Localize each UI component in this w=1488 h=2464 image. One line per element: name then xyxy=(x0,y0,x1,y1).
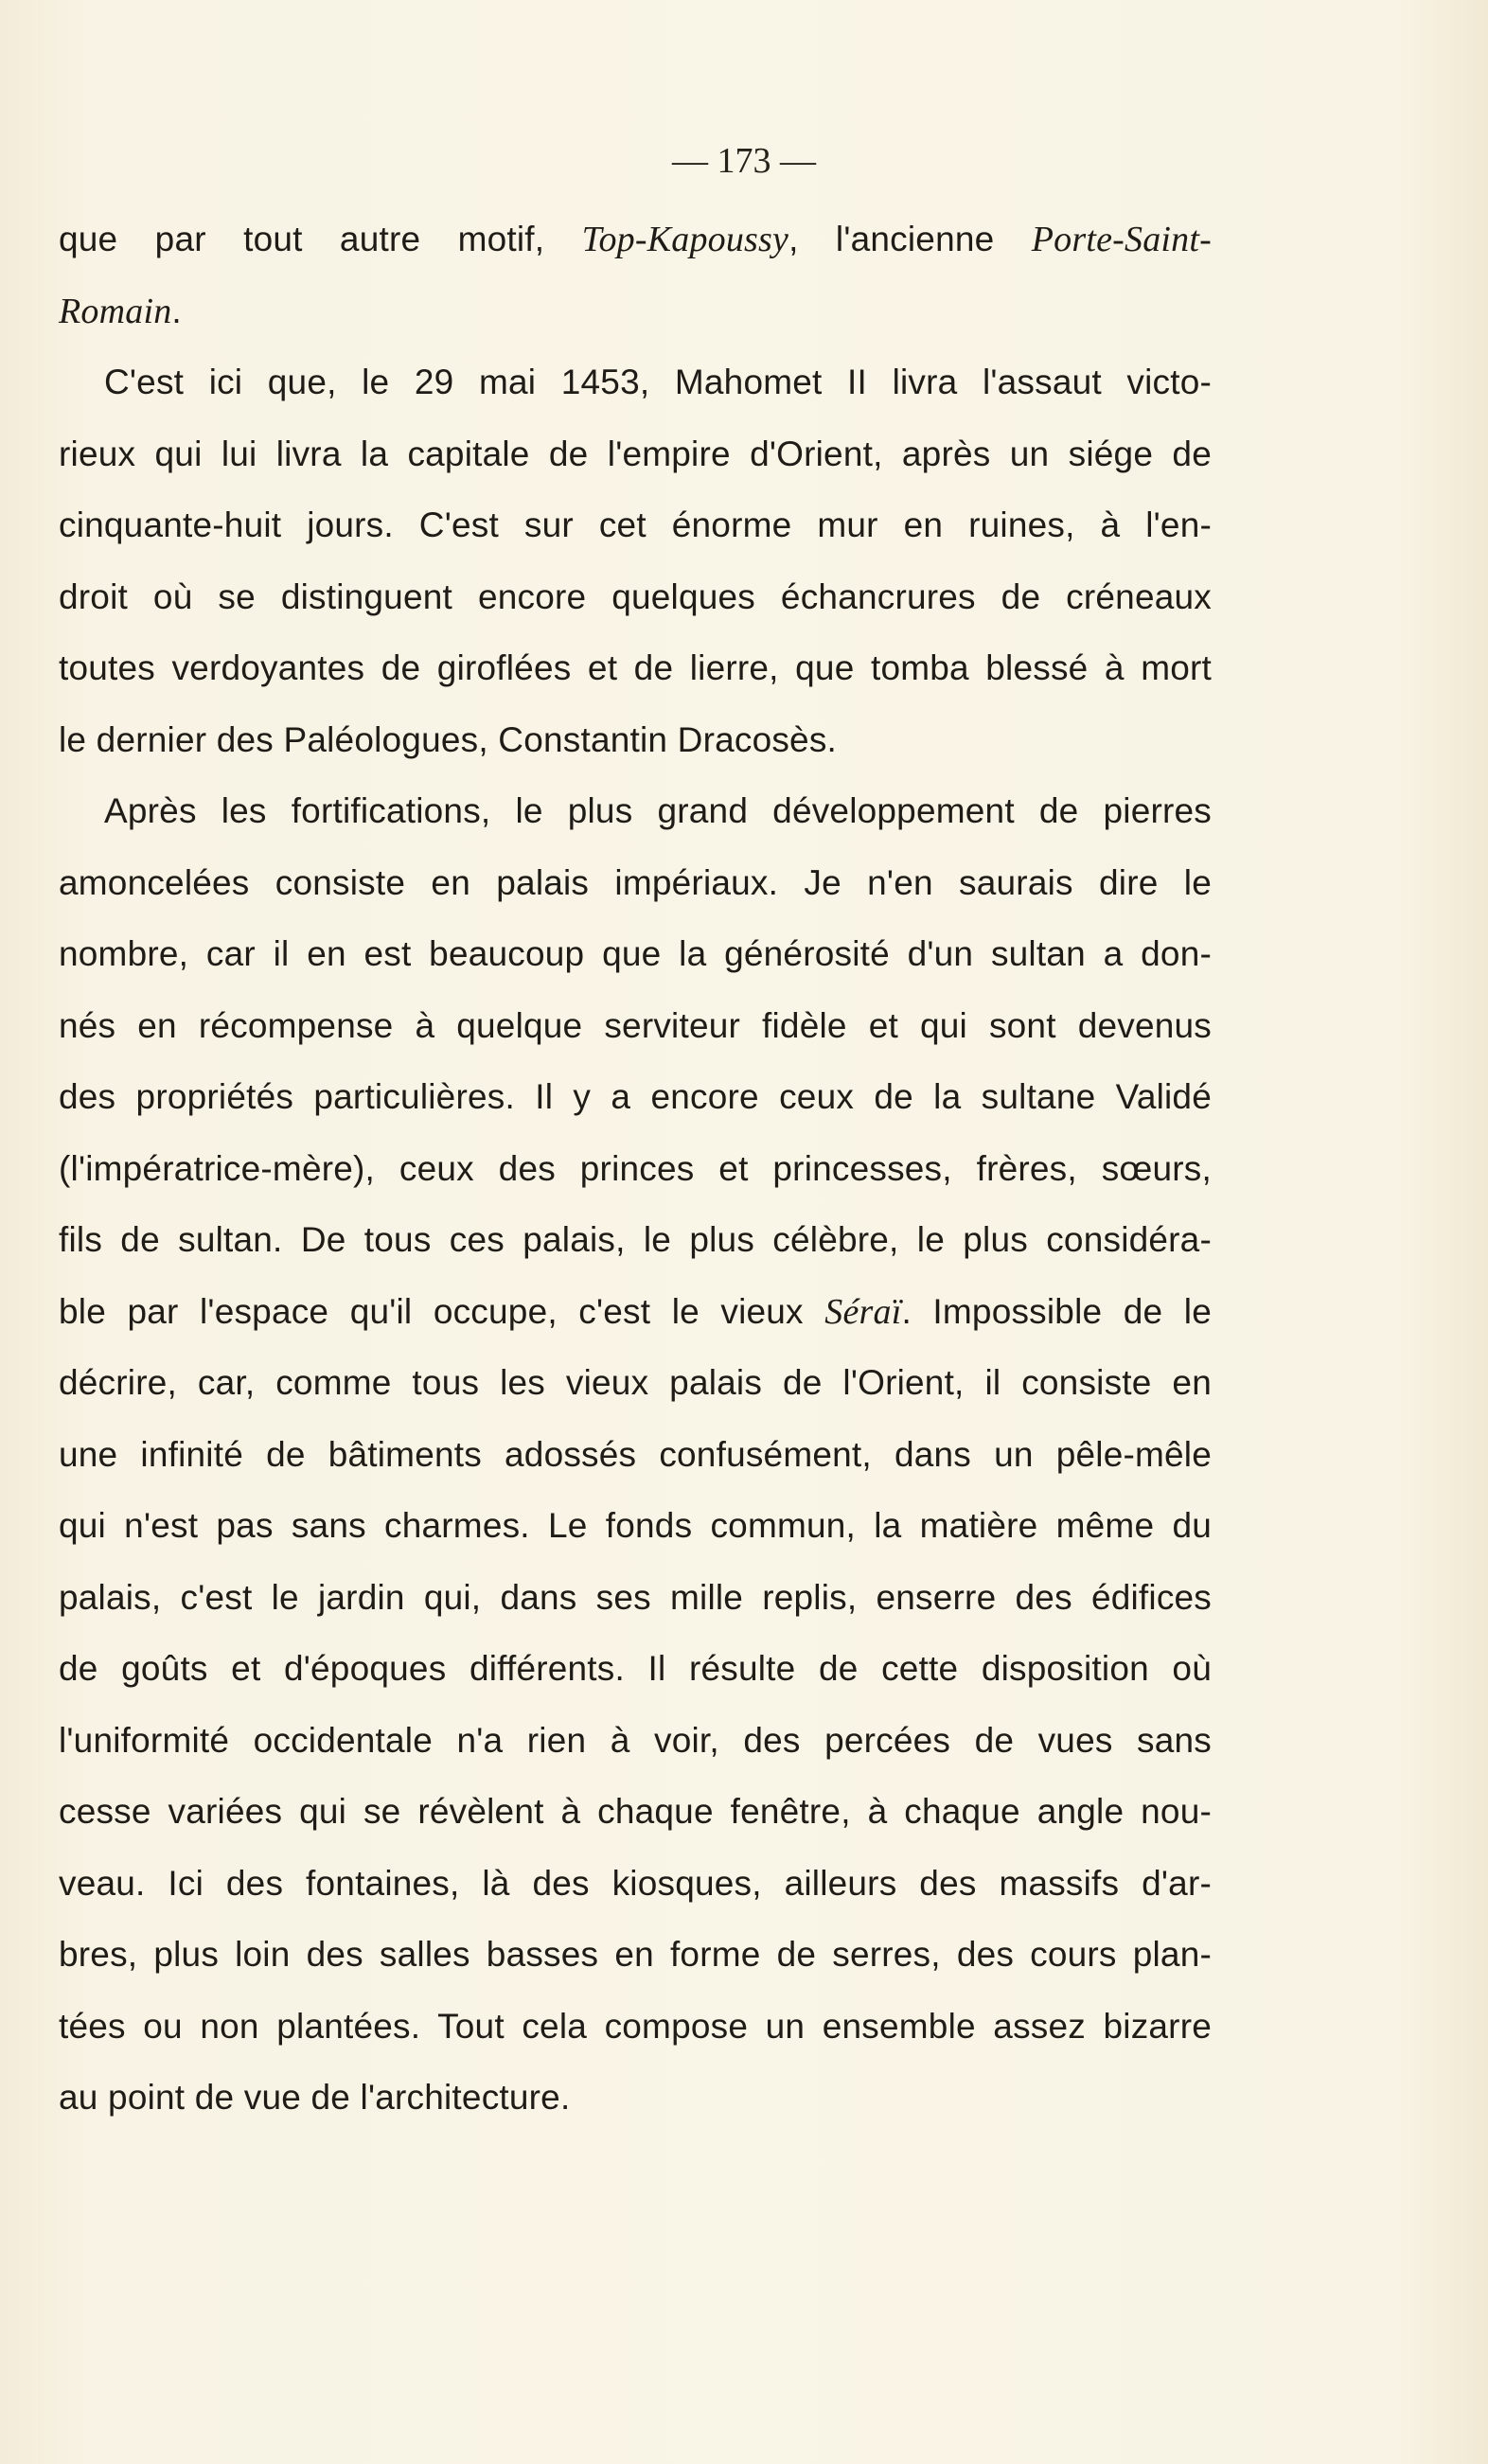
text-line: Romain. xyxy=(59,291,182,331)
text-line: des propriétés particulières. Il y a encore ceux de la sultane Validé xyxy=(59,1077,1212,1116)
text-line: décrire, car, comme tous les vieux palais de l'Orient, il consiste en xyxy=(59,1363,1212,1402)
text-line: tées ou non plantées. Tout cela compose un ensemble assez bizarre xyxy=(59,2006,1212,2046)
text-line: bres, plus loin des salles basses en forme de serres, des cours plan- xyxy=(59,1935,1212,1974)
text-line: cesse variées qui se révèlent à chaque fenêtre, à chaque angle nou- xyxy=(59,1792,1212,1831)
body-text xyxy=(59,204,1212,2134)
text-line: toutes verdoyantes de giroflées et de lierre, que tomba blessé à mort xyxy=(59,648,1212,687)
text-line: le dernier des Paléologues, Constantin Dracosès. xyxy=(59,719,838,759)
text-line: cinquante-huit jours. C'est sur cet énorme mur en ruines, à l'en- xyxy=(59,505,1212,544)
page-number: — 173 — xyxy=(672,141,816,181)
text-line: que par tout autre motif, Top-Kapoussy, l'ancienne Porte-Saint- xyxy=(59,220,1212,259)
text-line: nombre, car il en est beaucoup que la générosité d'un sultan a don- xyxy=(59,934,1212,973)
text-line: l'uniformité occidentale n'a rien à voir, des percées de vues sans xyxy=(59,1720,1212,1760)
text-line: qui n'est pas sans charmes. Le fonds commun, la matière même du xyxy=(59,1506,1212,1545)
text-line: (l'impératrice-mère), ceux des princes et princesses, frères, sœurs, xyxy=(59,1148,1212,1188)
text-line: de goûts et d'époques différents. Il résulte de cette disposition où xyxy=(59,1649,1212,1688)
text-line: amoncelées consiste en palais impériaux. Je n'en saurais dire le xyxy=(59,862,1212,902)
text-line: rieux qui lui livra la capitale de l'empire d'Orient, après un siége de xyxy=(59,434,1212,473)
text-line: nés en récompense à quelque serviteur fidèle et qui sont devenus xyxy=(59,1005,1212,1045)
text-line: veau. Ici des fontaines, là des kiosques, ailleurs des massifs d'ar- xyxy=(59,1863,1212,1903)
text-line: ble par l'espace qu'il occupe, c'est le vieux Séraï. Impossible de le xyxy=(59,1291,1212,1332)
text-line: palais, c'est le jardin qui, dans ses mille replis, enserre des édifices xyxy=(59,1577,1212,1617)
text-line: C'est ici que, le 29 mai 1453, Mahomet II livra l'assaut victo- xyxy=(104,363,1212,401)
text-line: une infinité de bâtiments adossés confusément, dans un pêle-mêle xyxy=(59,1434,1212,1474)
text-line: Après les fortifications, le plus grand développement de pierres xyxy=(104,791,1212,830)
text-line: droit où se distinguent encore quelques échancrures de créneaux xyxy=(59,576,1212,616)
text-line: fils de sultan. De tous ces palais, le plus célèbre, le plus considéra- xyxy=(59,1220,1212,1259)
text-line: au point de vue de l'architecture. xyxy=(59,2078,571,2117)
